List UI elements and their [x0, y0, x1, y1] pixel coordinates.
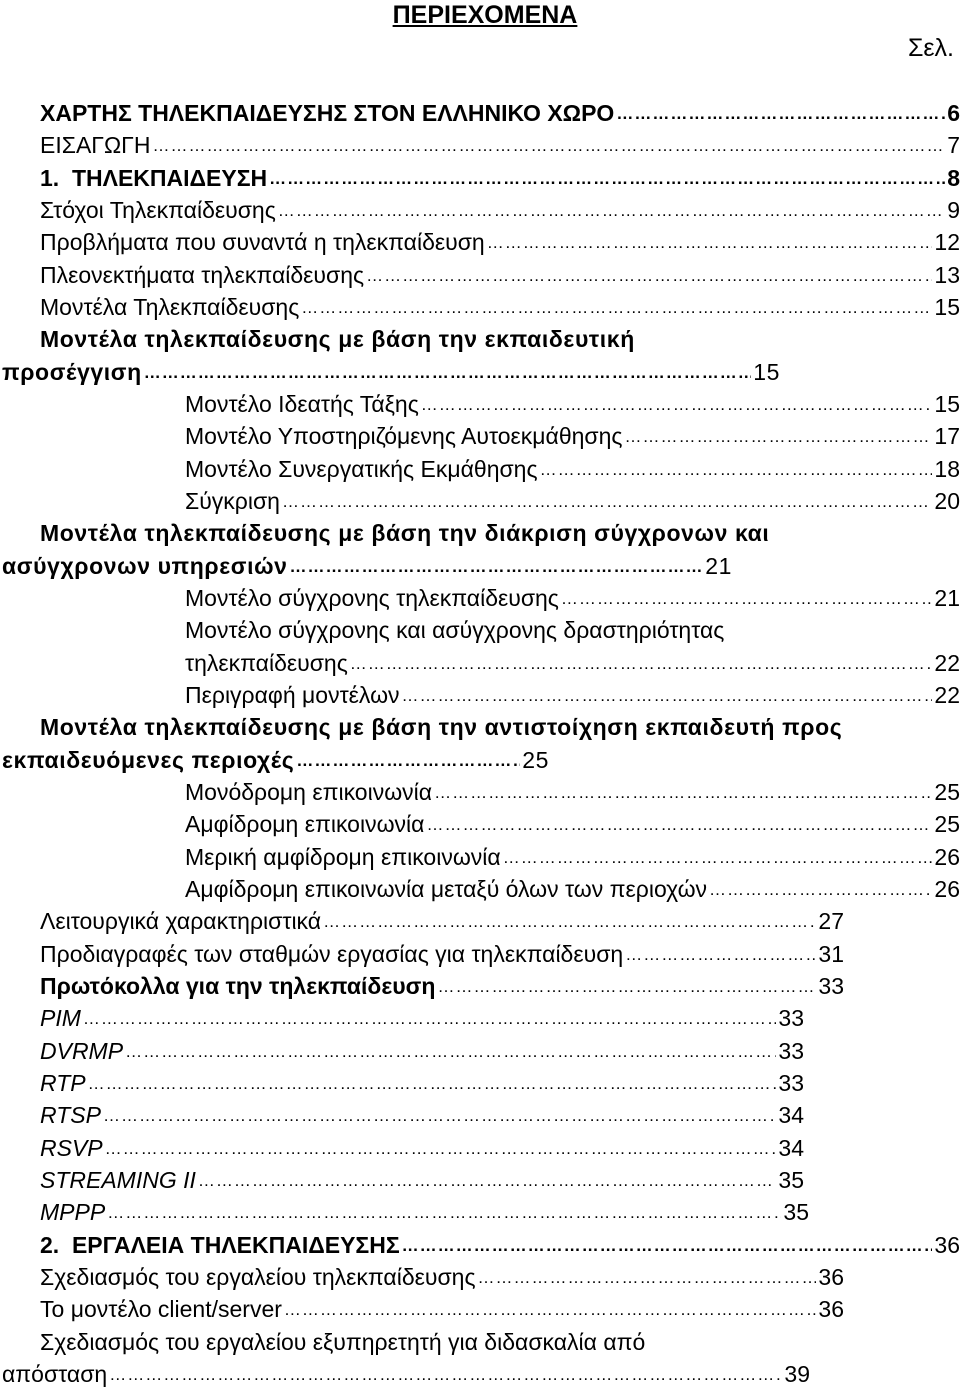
- toc-entry[interactable]: [185, 420, 960, 452]
- toc-entry[interactable]: [40, 970, 844, 1002]
- toc-entry-title[interactable]: Μοντέλα τηλεκπαίδευσης με βάση την διάκριση σύγχρονων και: [40, 520, 770, 547]
- dot-leader: [624, 421, 932, 453]
- dot-leader: [402, 680, 933, 712]
- toc-entry-title: Σύγκριση: [185, 488, 280, 514]
- toc-entry[interactable]: [2, 744, 549, 776]
- toc-entry-title: Μοντέλο Συνεργατικής Εκμάθησης: [185, 455, 538, 482]
- toc-entry-title: Λειτουργικά χαρακτηριστικά: [40, 908, 322, 935]
- toc-entry-page: 20: [934, 488, 960, 514]
- dot-leader: [487, 227, 933, 259]
- dot-leader: [152, 130, 945, 162]
- toc-entry-title: Προδιαγραφές των σταθμών εργασίας για τηλεκπαίδευση: [40, 940, 624, 967]
- toc-entry-page: 8: [947, 164, 960, 191]
- toc-entry[interactable]: [40, 1261, 844, 1293]
- toc-entry-title: Μοντέλο Ιδεατής Τάξης: [185, 391, 419, 417]
- toc-entry-title: τηλεκπαίδευσης: [185, 649, 348, 676]
- toc-entry[interactable]: [40, 1035, 804, 1067]
- toc-entry-title: Στόχοι Τηλεκπαίδευσης: [40, 197, 276, 223]
- dot-leader: [144, 357, 751, 389]
- dot-leader: [478, 1262, 817, 1294]
- toc-entry[interactable]: [2, 356, 780, 388]
- dot-leader: [709, 874, 932, 906]
- dot-leader: [561, 583, 933, 615]
- toc-entry-page: 39: [784, 1361, 810, 1387]
- toc-entry-page: 36: [934, 1231, 960, 1258]
- toc-entry[interactable]: [40, 1196, 809, 1228]
- toc-entry[interactable]: [40, 162, 960, 194]
- dot-leader: [83, 1003, 777, 1035]
- toc-entry-page: 15: [934, 391, 960, 417]
- dot-leader: [198, 1165, 777, 1197]
- toc-entry-page: 21: [705, 552, 732, 579]
- toc-entry-title: PIM: [40, 1005, 81, 1032]
- toc-entry-title: ΕΙΣΑΓΩΓΗ: [40, 132, 151, 159]
- toc-entry-page: 25: [934, 779, 960, 805]
- toc-entry[interactable]: [185, 582, 960, 614]
- dot-leader: [282, 486, 932, 518]
- toc-entry-title: Μονόδρομη επικοινωνία: [185, 779, 433, 805]
- toc-entry-title: Μοντέλα Τηλεκπαίδευσης: [40, 294, 300, 320]
- toc-entry[interactable]: [185, 647, 960, 679]
- toc-entry-page: 21: [934, 585, 960, 611]
- toc-entry[interactable]: [40, 291, 960, 323]
- dot-leader: [616, 98, 945, 130]
- toc-entry-page: 26: [934, 843, 960, 870]
- dot-leader: [503, 842, 933, 874]
- dot-leader: [88, 1068, 777, 1100]
- toc-entry[interactable]: [40, 1164, 804, 1196]
- dot-leader: [301, 292, 932, 324]
- toc-entry-page: 31: [818, 940, 844, 967]
- toc-entry-page: 6: [947, 100, 960, 126]
- toc-entry-title: DVRMP: [40, 1037, 124, 1064]
- toc-entry-title: Μοντέλο Υποστηριζόμενης Αυτοεκμάθησης: [185, 423, 623, 450]
- toc-entry-page: 12: [934, 229, 960, 256]
- toc-entry-page: 33: [778, 1037, 804, 1064]
- dot-leader: [290, 551, 704, 583]
- toc-entry[interactable]: [40, 129, 960, 161]
- toc-entry-title: ασύγχρονων υπηρεσιών: [2, 552, 288, 579]
- toc-entry[interactable]: [185, 841, 960, 873]
- page-title: ΠΕΡΙΕΧΟΜΕΝΑ: [392, 1, 578, 29]
- toc-entry-page: 22: [934, 682, 960, 708]
- dot-leader: [107, 1197, 781, 1229]
- toc-entry[interactable]: [185, 776, 960, 808]
- dot-leader: [434, 777, 932, 809]
- toc-entry-page: 9: [947, 197, 960, 223]
- toc-entry-title[interactable]: Μοντέλο σύγχρονης και ασύγχρονης δραστηριότητας: [185, 617, 725, 644]
- toc-entry-title: προσέγγιση: [2, 358, 142, 385]
- toc-entry-title: εκπαιδευόμενες περιοχές: [2, 746, 295, 773]
- toc-entry-page: 33: [778, 1070, 804, 1096]
- toc-entry-title[interactable]: Μοντέλα τηλεκπαίδευσης με βάση την εκπαιδευτική: [40, 326, 635, 353]
- dot-leader: [402, 1230, 933, 1262]
- dot-leader: [105, 1133, 777, 1165]
- toc-entry-title: Αμφίδρομη επικοινωνία μεταξύ όλων των περιοχών: [185, 876, 708, 902]
- toc-entry[interactable]: [40, 1099, 804, 1131]
- toc-entry-title: Μοντέλο σύγχρονης τηλεκπαίδευσης: [185, 585, 559, 611]
- toc-entry-page: 25: [522, 746, 549, 773]
- toc-entry-title: Το μοντέλο client/server: [40, 1296, 282, 1323]
- toc-entry-title: 1. ΤΗΛΕΚΠΑΙΔΕΥΣΗ: [40, 164, 268, 191]
- dot-leader: [625, 939, 816, 971]
- toc-entry-title: απόσταση: [2, 1361, 108, 1387]
- toc-entry[interactable]: [40, 1002, 804, 1034]
- dot-leader: [437, 971, 816, 1003]
- dot-leader: [421, 389, 933, 421]
- toc-entry-title: RTSP: [40, 1102, 101, 1129]
- toc-entry-title: MPPP: [40, 1199, 106, 1226]
- dot-leader: [366, 260, 932, 292]
- toc-entry-title: Αμφίδρομη επικοινωνία: [185, 811, 425, 838]
- toc-entry-title[interactable]: Μοντέλα τηλεκπαίδευσης με βάση την αντιστοίχηση εκπαιδευτή προς: [40, 714, 843, 741]
- toc-entry-page: 18: [934, 455, 960, 482]
- toc-entry[interactable]: [40, 226, 960, 258]
- toc-entry[interactable]: [2, 1358, 810, 1390]
- toc-entry-page: 33: [818, 973, 844, 999]
- toc-entry-page: 34: [778, 1102, 804, 1129]
- toc-entry[interactable]: [40, 97, 960, 129]
- page-column-label: Σελ.: [907, 34, 954, 62]
- dot-leader: [103, 1100, 776, 1132]
- toc-entry[interactable]: [185, 453, 960, 485]
- toc-entry-title: Μερική αμφίδρομη επικοινωνία: [185, 843, 501, 870]
- toc-entry[interactable]: [40, 1229, 960, 1261]
- toc-entry[interactable]: [40, 194, 960, 226]
- dot-leader: [278, 195, 945, 227]
- toc-entry-page: 36: [818, 1296, 844, 1323]
- toc-entry-title: 2. ΕΡΓΑΛΕΙΑ ΤΗΛΕΚΠΑΙΔΕΥΣΗΣ: [40, 1231, 400, 1258]
- toc-entry[interactable]: [185, 808, 960, 840]
- toc-entry-page: 7: [947, 132, 960, 159]
- toc-entry-page: 17: [934, 423, 960, 450]
- toc-entry-page: 13: [934, 261, 960, 288]
- toc-entry-title[interactable]: Σχεδιασμός του εργαλείου εξυπηρετητή για διδασκαλία από: [40, 1328, 646, 1355]
- toc-entry-title: Σχεδιασμός του εργαλείου τηλεκπαίδευσης: [40, 1264, 476, 1290]
- toc-entry[interactable]: [40, 259, 960, 291]
- toc-entry[interactable]: [40, 905, 844, 937]
- dot-leader: [284, 1294, 817, 1326]
- toc-entry-title: RSVP: [40, 1134, 103, 1161]
- toc-entry-page: 33: [778, 1005, 804, 1032]
- toc-entry[interactable]: [40, 1132, 804, 1164]
- toc-entry[interactable]: [185, 388, 960, 420]
- toc-entry-page: 36: [818, 1264, 844, 1290]
- toc-entry-page: 27: [818, 908, 844, 935]
- toc-entry-page: 15: [934, 294, 960, 320]
- toc-entry-page: 25: [934, 811, 960, 838]
- dot-leader: [350, 648, 933, 680]
- toc-entry[interactable]: [40, 938, 844, 970]
- toc-entry-title: Προβλήματα που συναντά η τηλεκπαίδευση: [40, 229, 485, 256]
- toc-entry-page: 22: [934, 649, 960, 676]
- toc-entry-title: Πρωτόκολλα για την τηλεκπαίδευση: [40, 973, 436, 999]
- dot-leader: [426, 809, 932, 841]
- toc-entry[interactable]: [185, 679, 960, 711]
- toc-entry-title: RTP: [40, 1070, 86, 1096]
- dot-leader: [269, 163, 945, 195]
- dot-leader: [296, 745, 520, 777]
- toc-entry[interactable]: [185, 873, 960, 905]
- toc-entry-title: Πλεονεκτήματα τηλεκπαίδευσης: [40, 261, 365, 288]
- toc-entry[interactable]: [40, 1293, 844, 1325]
- toc-entry[interactable]: [2, 550, 732, 582]
- dot-leader: [540, 454, 933, 486]
- toc-entry-title: STREAMING II: [40, 1167, 196, 1193]
- toc-entry[interactable]: [40, 1067, 804, 1099]
- toc-entry-page: 26: [934, 876, 960, 902]
- toc-entry-page: 35: [783, 1199, 809, 1226]
- dot-leader: [109, 1359, 782, 1391]
- toc-entry-page: 35: [778, 1167, 804, 1193]
- toc-entry-page: 15: [753, 358, 780, 385]
- toc-entry-title: ΧΑΡΤΗΣ ΤΗΛΕΚΠΑΙΔΕΥΣΗΣ ΣΤΟΝ ΕΛΛΗΝΙΚΟ ΧΩΡΟ: [40, 100, 615, 126]
- toc-entry-page: 34: [778, 1134, 804, 1161]
- toc-entry-title: Περιγραφή μοντέλων: [185, 682, 400, 708]
- toc-entry[interactable]: [185, 485, 960, 517]
- dot-leader: [323, 906, 816, 938]
- dot-leader: [125, 1036, 776, 1068]
